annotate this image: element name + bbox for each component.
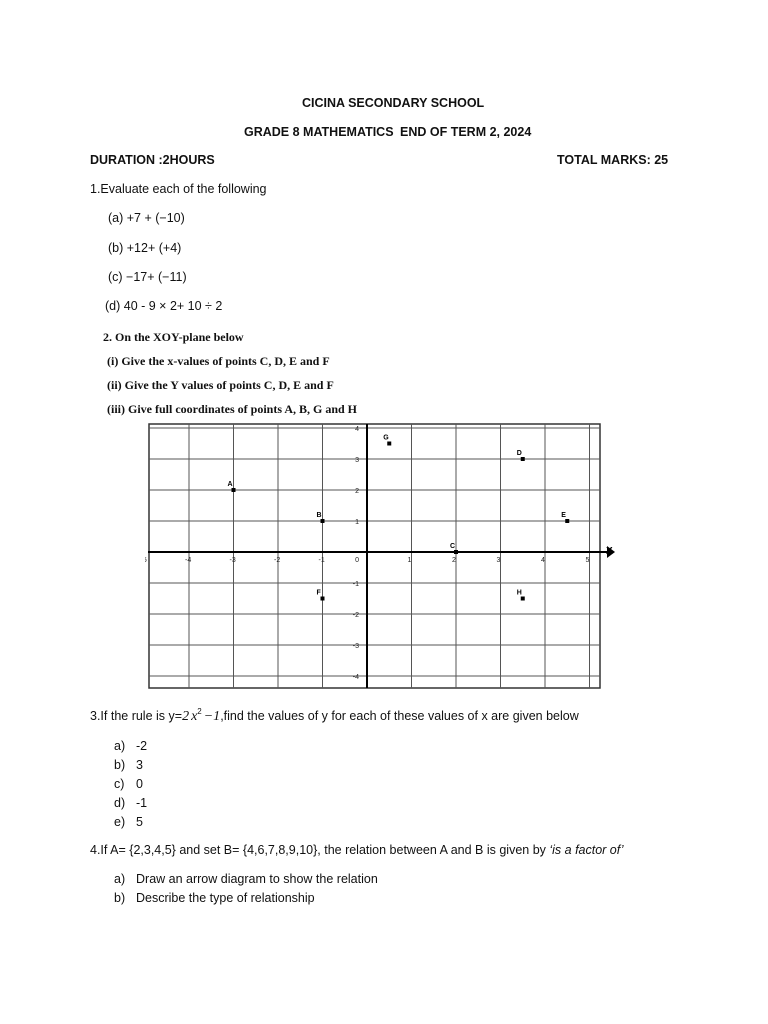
q3-item-b-value: 3 [136,758,143,772]
x-tick-label: 5 [585,557,590,564]
y-tick-label: -3 [352,643,359,650]
q1-prompt: 1.Evaluate each of the following [90,182,267,196]
x-tick-label: -1 [318,557,325,564]
q3-item-a-label: a) [114,739,126,753]
q2-item-iii: (iii) Give full coordinates of points A, B, G and H [107,402,358,416]
x-axis-label: X [606,546,613,557]
q2-item-i: (i) Give the x-values of points C, D, E and F [107,354,330,368]
point-label: H [516,589,522,597]
point-marker [565,519,569,523]
point-label: B [316,512,322,519]
point-marker [321,519,325,523]
q1-item-c: (c) −17+ (−11) [108,270,187,284]
q3-item-a-value: -2 [136,739,148,753]
q3-item-b-label: b) [114,758,126,772]
point-marker [387,442,391,446]
xoy-plane-graph [145,420,620,692]
y-tick-label: -4 [352,674,359,681]
q4-item-b-text: Describe the type of relationship [136,891,315,905]
graph-grid [145,424,600,688]
q1-item-a: (a) +7 + (−10) [108,211,185,225]
x-tick-label: -3 [229,557,236,564]
y-axis-label [363,420,369,421]
origin-label: 0 [355,557,359,564]
point-label: E [561,512,566,519]
q3-prompt-start: 3.If the rule is y= [90,709,183,723]
y-tick-label: -2 [352,612,359,619]
q4-relation: ‘is a factor of’ [549,843,624,857]
x-tick-label: -2 [274,557,281,564]
point-label: G [383,434,389,442]
q3-item-d-label: d) [114,796,126,810]
q4-prompt-text: 4.If A= {2,3,4,5} and set B= {4,6,7,8,9,10}, the relation between A and B is given by [90,843,550,857]
point-label: C [450,543,456,550]
x-tick-label: 4 [541,557,545,564]
exam-grade: GRADE 8 MATHEMATICS [244,125,394,139]
q4-item-a-text: Draw an arrow diagram to show the relation [136,872,378,886]
q1-item-d: (d) 40 - 9 × 2+ 10 ÷ 2 [105,299,223,313]
q3-rule-exp: 2 [197,707,202,716]
exam-term: END OF TERM 2, 2024 [400,125,532,139]
q3-prompt [90,709,579,725]
q3-prompt-end: ,find the values of y for each of these values of x are given below [220,709,579,723]
q4-item-a-label: a) [114,872,126,886]
total-marks: TOTAL MARKS: 25 [557,153,669,167]
q3-item-c-label: c) [114,777,125,791]
x-tick-label: -4 [185,557,192,564]
grid-border [149,424,600,688]
y-tick-label: 1 [355,519,359,526]
y-tick-label: 4 [355,426,359,433]
q3-item-e-value: 5 [136,815,143,829]
q2-prompt: 2. On the XOY-plane below [103,330,244,344]
point-marker [232,488,236,492]
point-label: A [227,481,233,488]
school-name: CICINA SECONDARY SCHOOL [302,96,485,110]
x-tick-label: 3 [496,557,501,564]
y-tick-label: -1 [352,581,359,588]
exam-duration: DURATION :2HOURS [90,153,215,167]
q3-item-c-value: 0 [136,777,143,791]
point-marker [521,597,525,601]
point-marker [521,457,525,461]
q4-prompt [90,843,623,858]
y-tick-label: 2 [355,488,359,495]
point-label: D [516,450,522,457]
x-tick-label: 2 [452,557,456,564]
q3-rule-var: x [191,709,198,724]
q3-rule-tail: −1 [203,709,221,724]
q4-item-b-label: b) [114,891,126,905]
point-marker [321,597,325,601]
point-label: F [316,589,321,597]
q3-rule-coef: 2 [182,709,190,724]
q2-item-ii: (ii) Give the Y values of points C, D, E and F [107,378,334,392]
x-tick-label: 1 [407,557,412,564]
q1-item-b: (b) +12+ (+4) [108,241,182,255]
q3-item-e-label: e) [114,815,126,829]
y-tick-label: 3 [355,457,359,464]
x-tick-label [145,557,147,564]
point-marker [454,550,458,554]
q3-item-d-value: -1 [136,796,148,810]
